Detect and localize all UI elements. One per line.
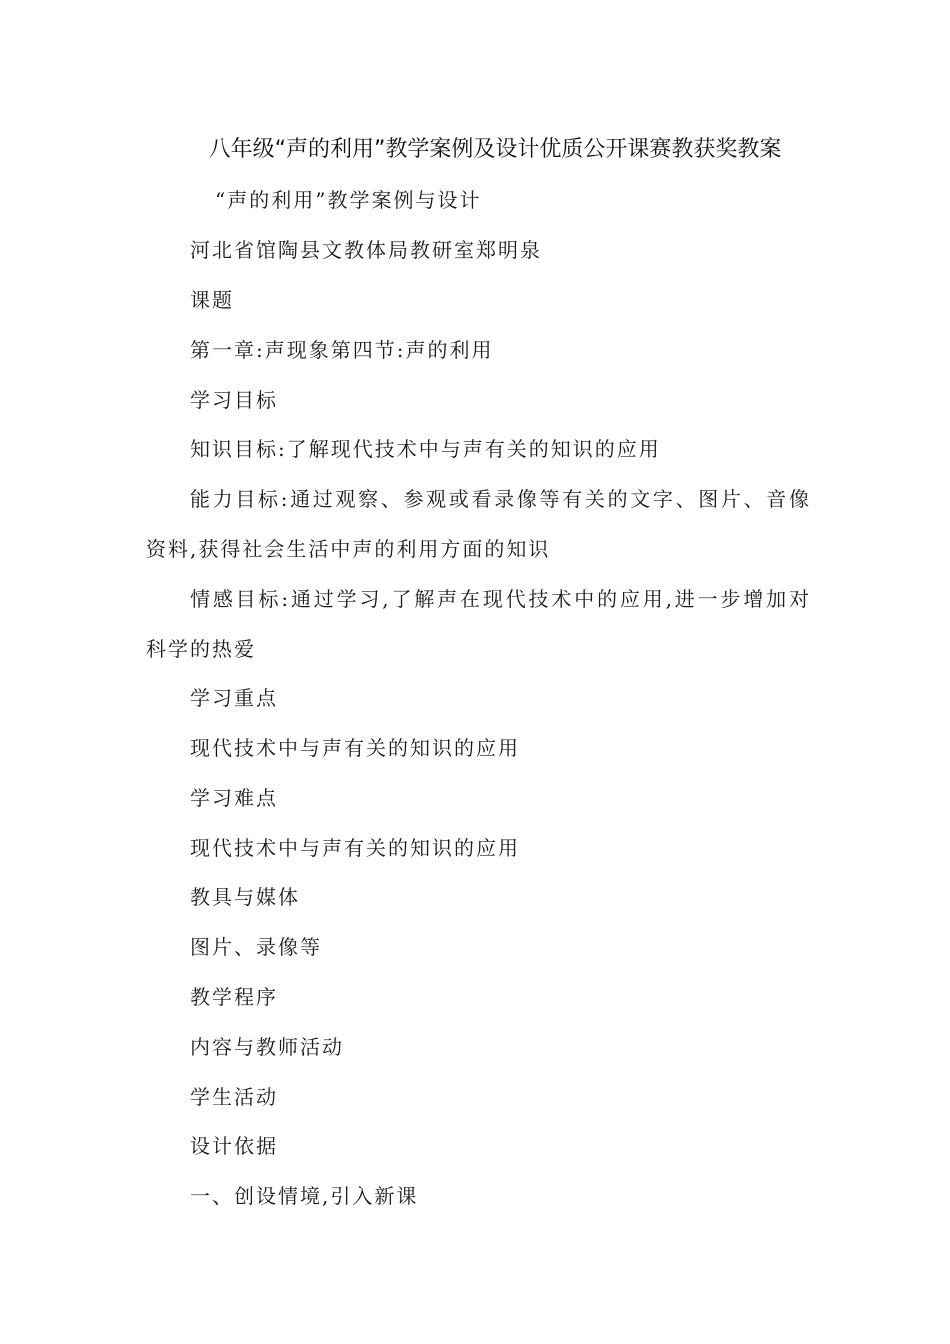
topic-text: 第一章:声现象第四节:声的利用 [190, 338, 494, 362]
heading-key-point: 学习重点 [190, 686, 278, 710]
heading-objectives: 学习目标 [190, 388, 278, 412]
procedure-basis: 设计依据 [190, 1134, 278, 1158]
media-text: 图片、录像等 [190, 935, 322, 959]
objective-ability-line1: 能力目标:通过观察、参观或看录像等有关的文字、图片、音像 [190, 487, 810, 511]
heading-procedure: 教学程序 [190, 985, 278, 1009]
heading-difficulty: 学习难点 [190, 786, 278, 810]
objective-ability-line2: 资料,获得社会生活中声的利用方面的知识 [146, 537, 551, 561]
author-line: 河北省馆陶县文教体局教研室郑明泉 [190, 238, 542, 262]
document-title: 八年级“声的利用”教学案例及设计优质公开课赛教获奖教案 [208, 137, 782, 162]
objective-emotion-line2: 科学的热爱 [146, 637, 256, 661]
heading-media: 教具与媒体 [190, 885, 300, 909]
objective-knowledge: 知识目标:了解现代技术中与声有关的知识的应用 [190, 437, 661, 461]
heading-topic: 课题 [190, 288, 234, 312]
procedure-student: 学生活动 [190, 1085, 278, 1109]
difficulty-text: 现代技术中与声有关的知识的应用 [190, 836, 520, 860]
key-point-text: 现代技术中与声有关的知识的应用 [190, 736, 520, 760]
subtitle: “声的利用”教学案例与设计 [215, 188, 482, 212]
procedure-teacher: 内容与教师活动 [190, 1035, 344, 1059]
section-one-heading: 一、创设情境,引入新课 [190, 1184, 419, 1208]
objective-emotion-line1: 情感目标:通过学习,了解声在现代技术中的应用,进一步增加对 [190, 587, 810, 611]
